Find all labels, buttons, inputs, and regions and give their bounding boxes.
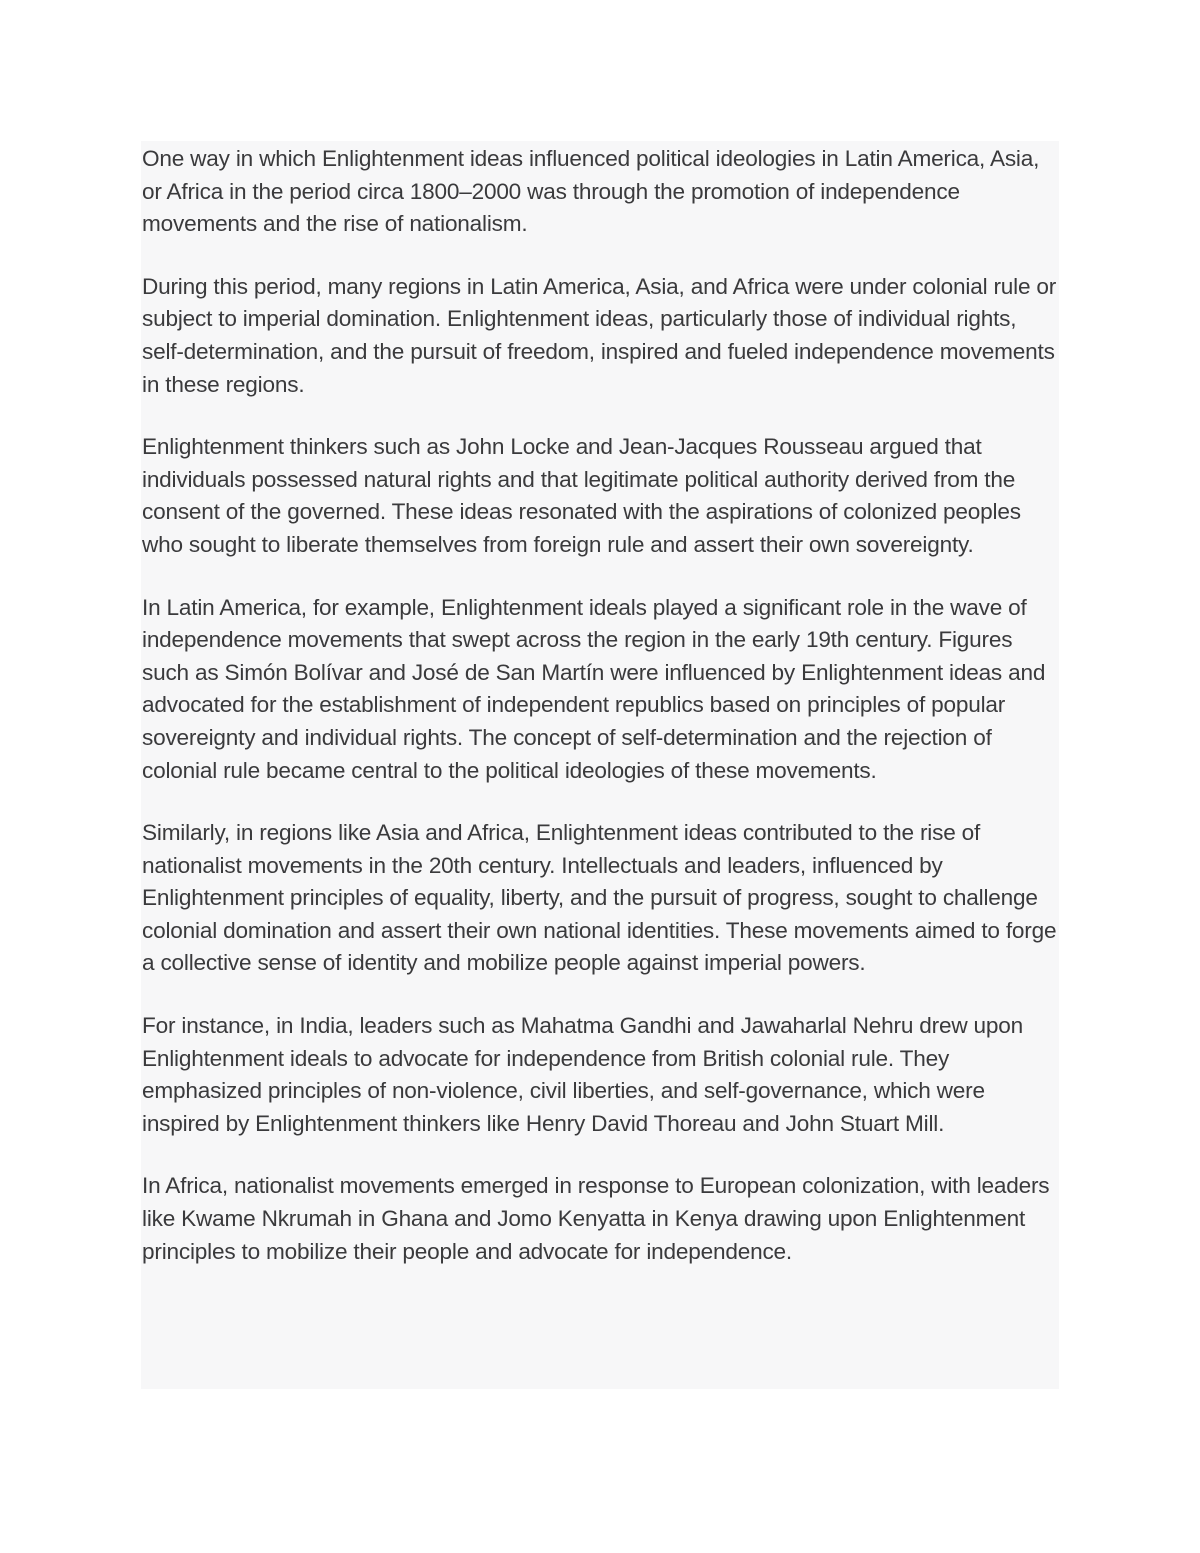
paragraph-3: Enlightenment thinkers such as John Locke and Jean-Jacques Rousseau argued that individuals possessed natural rights and that legitimate political authority derived from the consent of the governed. These ideas resonated with the aspirations of colonized peoples who sought to liberate themselves from foreign rule and assert their own sovereignty.: [142, 434, 1021, 557]
paragraph-4: In Latin America, for example, Enlightenment ideals played a significant role in the wave of independence movements that swept across the region in the early 19th century. Figures such as Simón Bolívar and José de San Martín were influenced by Enlightenment ideas and advocated for the establishment of independent republics based on principles of popular sovereignty and individual rights. The concept of self-determination and the rejection of colonial rule became central to the political ideologies of these movements.: [142, 594, 1046, 783]
paragraph-7: In Africa, nationalist movements emerged in response to European colonization, with leaders like Kwame Nkrumah in Ghana and Jomo Kenyatta in Kenya drawing upon Enlightenment principles to mobilize their people and advocate for independence.: [142, 1173, 1050, 1264]
essay-body: [141, 141, 1059, 1268]
essay-text-block: [141, 141, 1059, 1389]
paragraph-2: During this period, many regions in Latin America, Asia, and Africa were under colonial rule or subject to imperial domination. Enlightenment ideas, particularly those of individual rights, self-determination, and the pursuit of freedom, inspired and fueled independence movements in these regions.: [142, 273, 1057, 397]
paragraph-1: One way in which Enlightenment ideas influenced political ideologies in Latin America, Asia, or Africa in the period circa 1800–2000 was through the promotion of independence movements and the rise of nationalism.: [142, 146, 1040, 237]
paragraph-6: For instance, in India, leaders such as Mahatma Gandhi and Jawaharlal Nehru drew upon Enlightenment ideals to advocate for independence from British colonial rule. They emphasized principles of non-violence, civil liberties, and self-governance, which were inspired by Enlightenment thinkers like Henry David Thoreau and John Stuart Mill.: [142, 1013, 1023, 1136]
paragraph-5: Similarly, in regions like Asia and Africa, Enlightenment ideas contributed to the rise of nationalist movements in the 20th century. Intellectuals and leaders, influenced by Enlightenment principles of equality, liberty, and the pursuit of progress, sought to challenge colonial domination and assert their own national identities. These movements aimed to forge a collective sense of identity and mobilize people against imperial powers.: [142, 820, 1057, 976]
